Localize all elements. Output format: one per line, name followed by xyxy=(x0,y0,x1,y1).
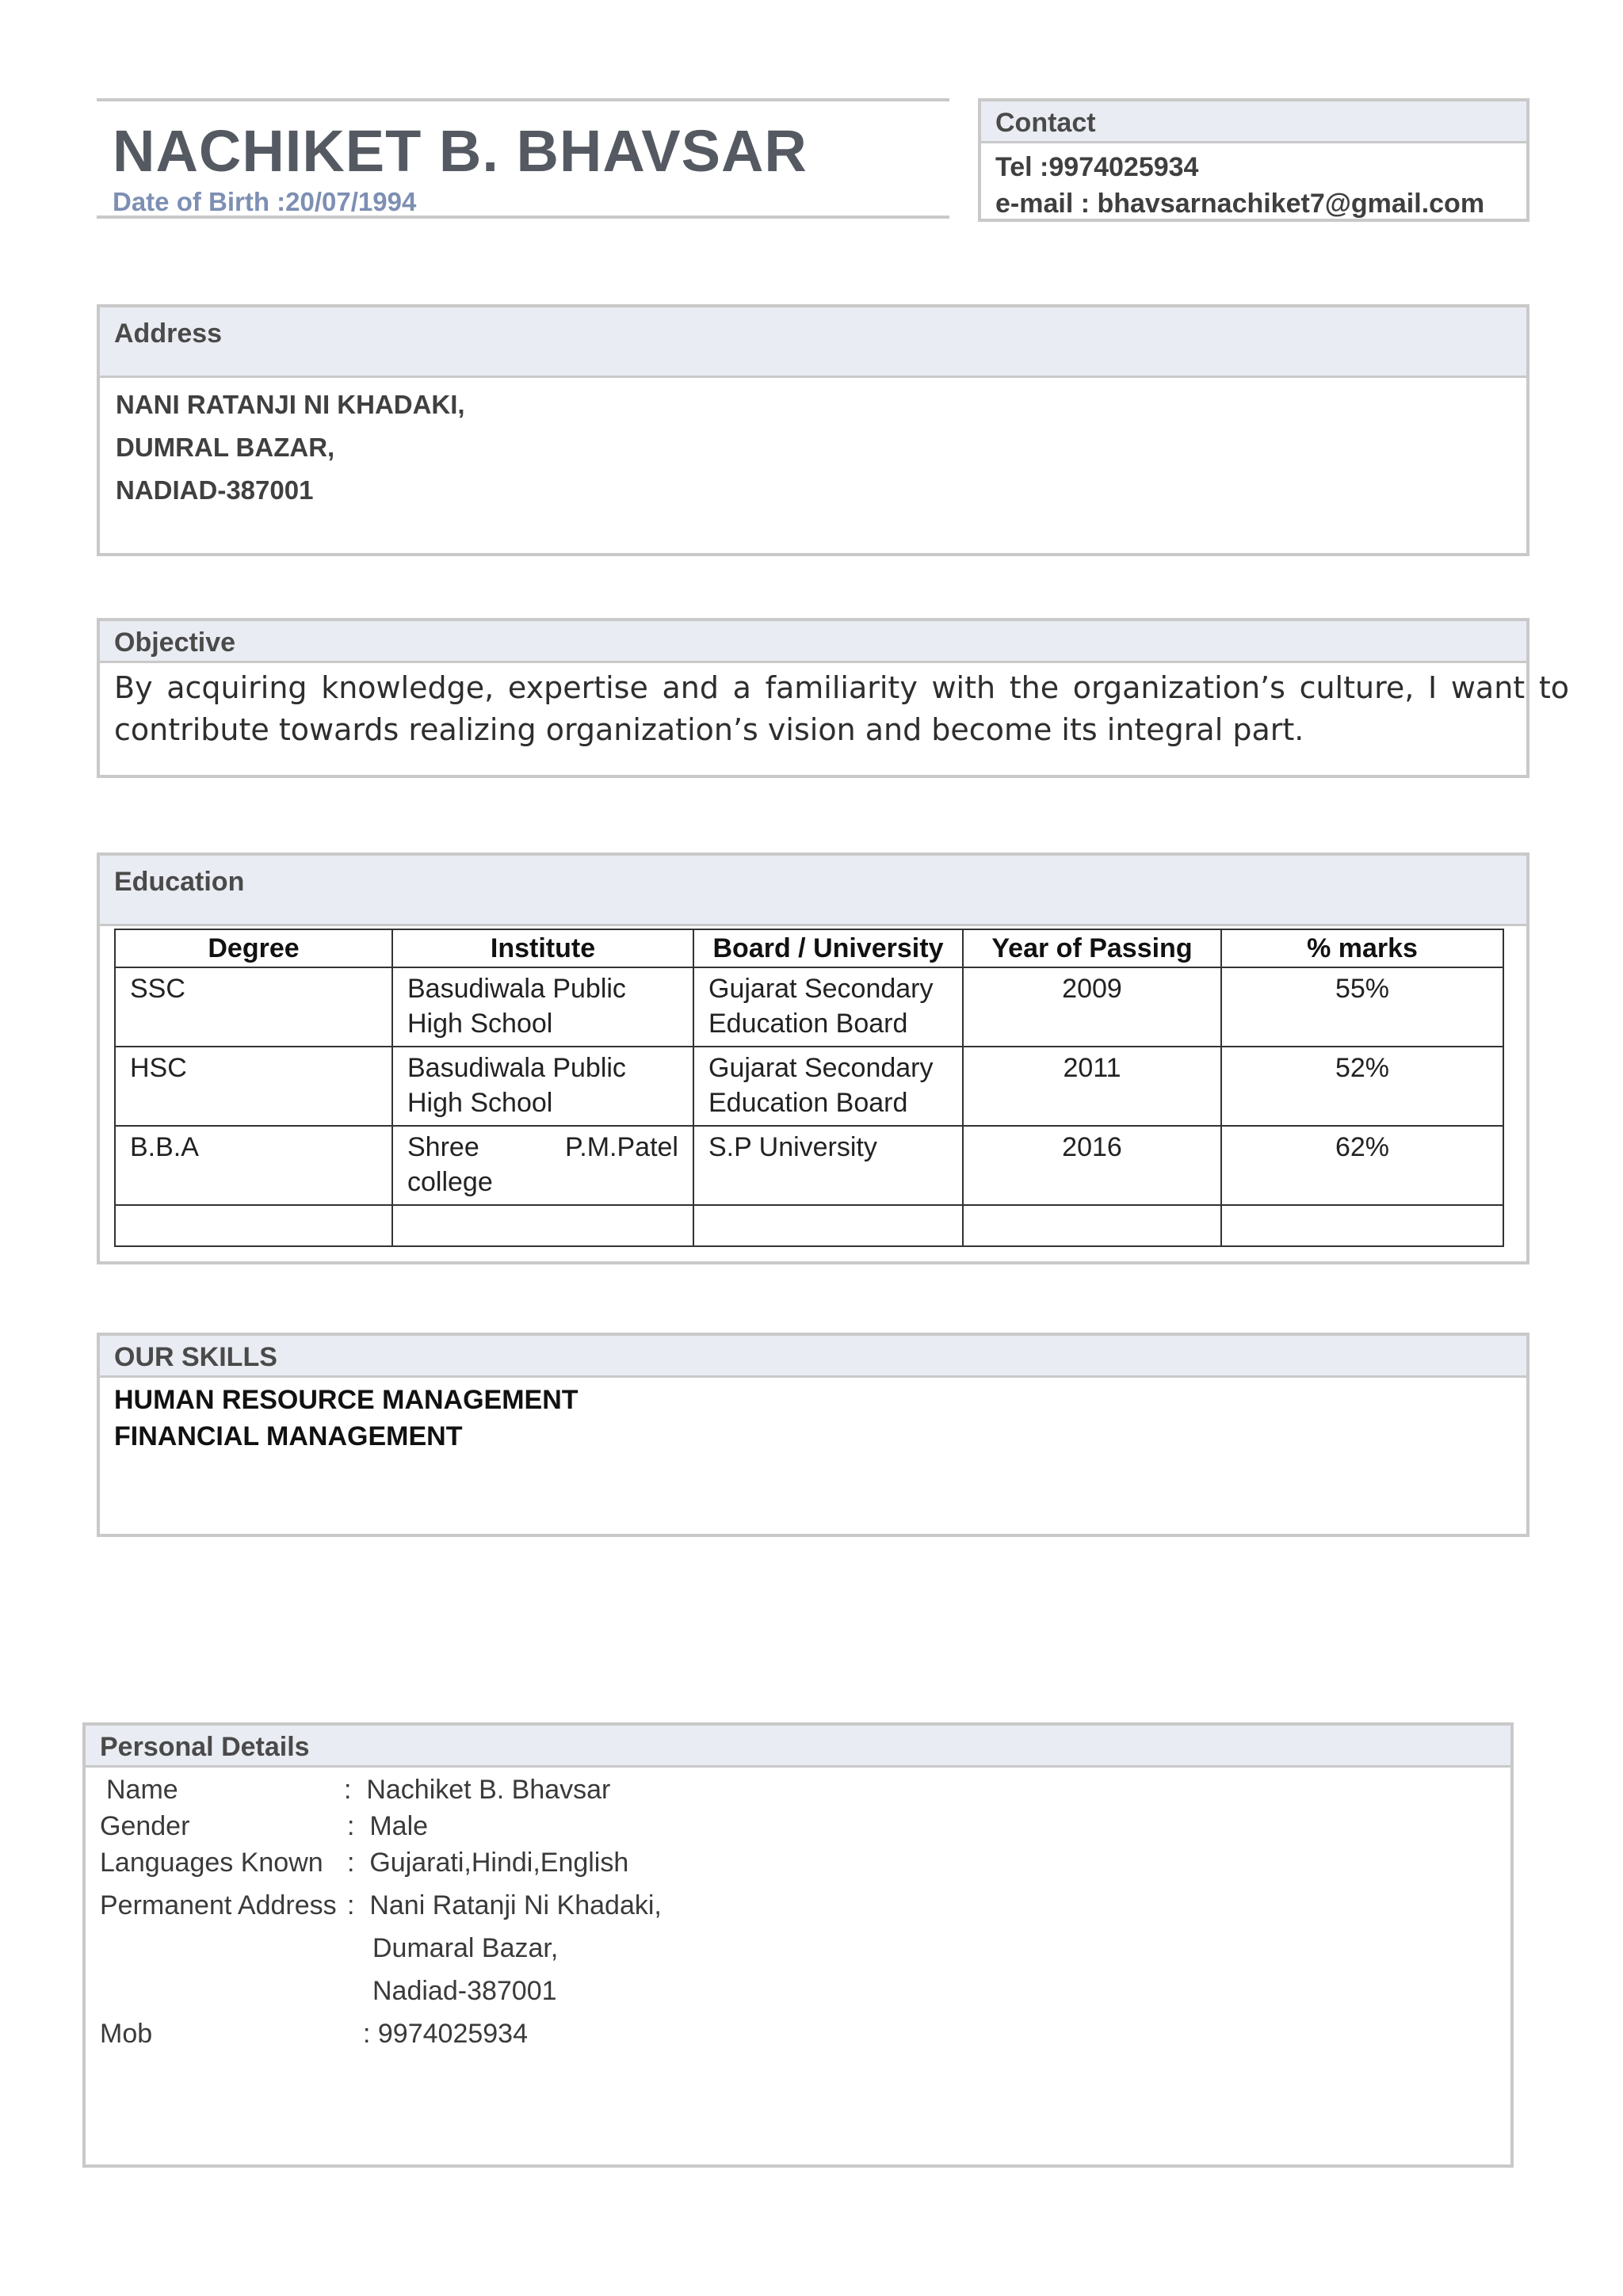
address-header-bar xyxy=(100,307,1526,378)
institute-line: college xyxy=(407,1167,493,1197)
permanent-address-label: Permanent Address xyxy=(100,1890,337,1920)
contact-email: e-mail : bhavsarnachiket7@gmail.com xyxy=(995,189,1485,219)
address-title: Address xyxy=(114,318,223,349)
gender-label: Gender xyxy=(100,1811,190,1841)
objective-title: Objective xyxy=(114,627,236,658)
skill-item: FINANCIAL MANAGEMENT xyxy=(114,1421,463,1451)
institute-line: Basudiwala Public xyxy=(407,974,626,1004)
name-label: Name xyxy=(106,1775,178,1805)
year-cell: 2016 xyxy=(963,1126,1221,1205)
education-header-bar xyxy=(100,856,1526,926)
education-title: Education xyxy=(114,867,245,897)
marks-cell: 55% xyxy=(1221,967,1503,1047)
permanent-address-line: Nadiad-387001 xyxy=(372,1976,557,2006)
board-cell xyxy=(693,967,963,1047)
table-header-row xyxy=(115,929,1503,967)
table-row xyxy=(115,1126,1503,1205)
empty-cell xyxy=(693,1205,963,1246)
candidate-name: NACHIKET B. BHAVSAR xyxy=(113,118,808,184)
institute-line: High School xyxy=(407,1009,553,1039)
date-of-birth: Date of Birth :20/07/1994 xyxy=(113,187,417,216)
contact-box xyxy=(978,98,1529,222)
mobile-label: Mob xyxy=(100,2019,153,2049)
address-section xyxy=(97,304,1529,556)
column-header-year: Year of Passing xyxy=(963,929,1221,967)
table-row xyxy=(115,967,1503,1047)
contact-header-bar xyxy=(981,101,1526,143)
contact-phone: Tel :9974025934 xyxy=(995,152,1199,182)
institute-line xyxy=(407,1130,678,1165)
board-cell xyxy=(693,1047,963,1126)
institute-word: P.M.Patel xyxy=(564,1132,678,1162)
education-section xyxy=(97,852,1529,1264)
mobile-value: : 9974025934 xyxy=(363,2019,528,2049)
languages-value: : Gujarati,Hindi,English xyxy=(347,1848,629,1878)
board-line: Gujarat Secondary xyxy=(708,1053,934,1083)
column-header-institute: Institute xyxy=(392,929,693,967)
objective-section xyxy=(97,618,1569,778)
address-line: NADIAD-387001 xyxy=(116,475,314,505)
personal-details-section xyxy=(82,1722,1514,2168)
objective-text: By acquiring knowledge, expertise and a familiarity with the organization’s culture, I want to contribute towards realizing organization’s vision and become its integral part. xyxy=(114,670,1569,747)
address-line: NANI RATANJI NI KHADAKI, xyxy=(116,390,465,419)
table-row xyxy=(115,1047,1503,1126)
address-line: DUMRAL BAZAR, xyxy=(116,433,335,462)
degree-cell: B.B.A xyxy=(115,1126,392,1205)
board-line: Gujarat Secondary xyxy=(708,974,934,1004)
objective-header-bar xyxy=(100,621,1526,663)
marks-cell: 52% xyxy=(1221,1047,1503,1126)
column-header-degree: Degree xyxy=(115,929,392,967)
institute-line: High School xyxy=(407,1088,553,1118)
board-line: Education Board xyxy=(708,1088,908,1118)
degree-cell: SSC xyxy=(115,967,392,1047)
skills-header-bar xyxy=(100,1336,1526,1378)
institute-cell xyxy=(392,1047,693,1126)
institute-line: Basudiwala Public xyxy=(407,1053,626,1083)
permanent-address-value: : Nani Ratanji Ni Khadaki, xyxy=(347,1890,662,1920)
personal-details-title: Personal Details xyxy=(100,1732,310,1762)
contact-title: Contact xyxy=(995,108,1096,138)
column-header-board: Board / University xyxy=(693,929,963,967)
empty-cell xyxy=(1221,1205,1503,1246)
name-header xyxy=(97,98,949,219)
institute-cell xyxy=(392,1126,693,1205)
name-value: : Nachiket B. Bhavsar xyxy=(344,1775,611,1805)
education-table xyxy=(114,929,1504,1247)
empty-cell xyxy=(963,1205,1221,1246)
board-line: Education Board xyxy=(708,1009,908,1039)
institute-word: Shree xyxy=(407,1132,479,1162)
permanent-address-line: Dumaral Bazar, xyxy=(372,1933,559,1963)
column-header-marks: % marks xyxy=(1221,929,1503,967)
year-cell: 2009 xyxy=(963,967,1221,1047)
personal-details-header-bar xyxy=(86,1726,1510,1768)
skill-item: HUMAN RESOURCE MANAGEMENT xyxy=(114,1385,579,1415)
degree-cell: HSC xyxy=(115,1047,392,1126)
skills-title: OUR SKILLS xyxy=(114,1342,277,1372)
gender-value: : Male xyxy=(347,1811,429,1841)
languages-label: Languages Known xyxy=(100,1848,323,1878)
empty-cell xyxy=(392,1205,693,1246)
empty-cell xyxy=(115,1205,392,1246)
marks-cell: 62% xyxy=(1221,1126,1503,1205)
institute-cell xyxy=(392,967,693,1047)
skills-section xyxy=(97,1333,1529,1537)
table-row-empty xyxy=(115,1205,1503,1246)
year-cell: 2011 xyxy=(963,1047,1221,1126)
board-cell: S.P University xyxy=(693,1126,963,1205)
